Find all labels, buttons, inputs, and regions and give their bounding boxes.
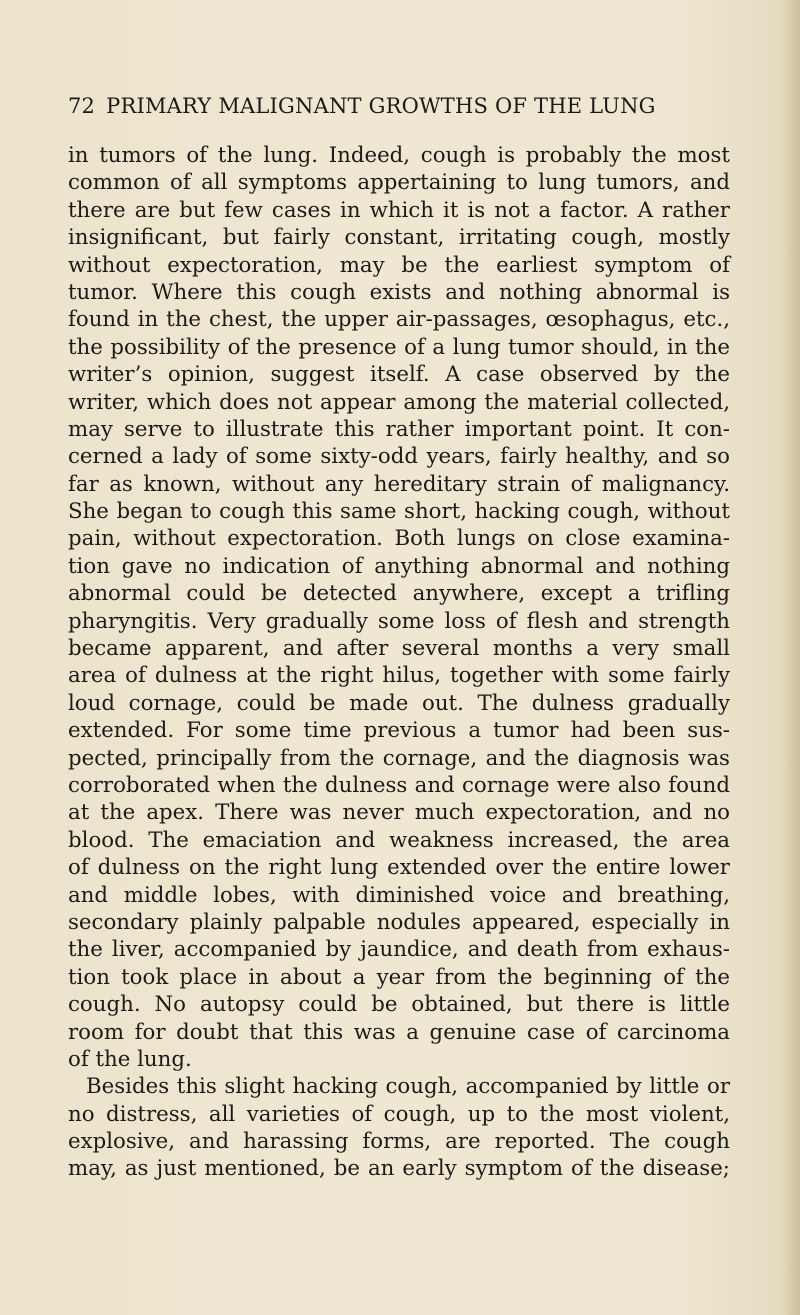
- paragraph-end-line: of the lung.: [68, 1046, 192, 1072]
- text-line: tion gave no indication of anything abnormal and nothing: [68, 553, 730, 579]
- paragraph-start-line: Besides this slight hacking cough, accompanied by little or: [86, 1074, 730, 1100]
- page-edge-shadow: [786, 0, 800, 1315]
- text-line: secondary plainly palpable nodules appeared, especially in: [68, 909, 730, 935]
- text-line: the possibility of the presence of a lung tumor should, in the: [68, 334, 730, 360]
- text-line: tion took place in about a year from the beginning of the: [68, 964, 730, 990]
- text-line: became apparent, and after several months a very small: [68, 636, 730, 662]
- text-line: corroborated when the dulness and cornage were also found: [68, 772, 730, 798]
- text-line: loud cornage, could be made out. The dulness gradually: [68, 690, 730, 716]
- text-line: blood. The emaciation and weakness increased, the area: [68, 827, 730, 853]
- text-line: may, as just mentioned, be an early symptom of the disease;: [68, 1156, 730, 1182]
- text-line: abnormal could be detected anywhere, except a trifling: [68, 581, 730, 607]
- text-line: pharyngitis. Very gradually some loss of flesh and strength: [68, 608, 730, 634]
- text-line: may serve to illustrate this rather important point. It con-: [68, 416, 730, 442]
- text-line: of dulness on the right lung extended over the entire lower: [68, 855, 730, 881]
- running-title: PRIMARY MALIGNANT GROWTHS OF THE LUNG: [106, 94, 656, 118]
- text-line: She began to cough this same short, hacking cough, without: [68, 499, 730, 525]
- text-line: area of dulness at the right hilus, together with some fairly: [68, 663, 730, 689]
- text-line: cerned a lady of some sixty-odd years, fairly healthy, and so: [68, 444, 730, 470]
- text-line: common of all symptoms appertaining to lung tumors, and: [68, 170, 730, 196]
- text-line: at the apex. There was never much expectoration, and no: [68, 800, 730, 826]
- body-text: [68, 142, 730, 1183]
- text-line: insignificant, but fairly constant, irritating cough, mostly: [68, 225, 730, 251]
- text-line: and middle lobes, with diminished voice and breathing,: [68, 882, 730, 908]
- running-header: [68, 94, 730, 118]
- text-line: no distress, all varieties of cough, up to the most violent,: [68, 1101, 730, 1127]
- text-line: found in the chest, the upper air-passages, œsophagus, etc.,: [68, 307, 730, 333]
- text-line: pected, principally from the cornage, and the diagnosis was: [68, 745, 730, 771]
- text-line: in tumors of the lung. Indeed, cough is probably the most: [68, 143, 730, 168]
- text-line: writer, which does not appear among the material collected,: [68, 389, 730, 415]
- text-line: the liver, accompanied by jaundice, and death from exhaus-: [68, 937, 730, 963]
- text-line: room for doubt that this was a genuine case of carcinoma: [68, 1019, 730, 1045]
- text-line: writer’s opinion, suggest itself. A case observed by the: [68, 362, 730, 388]
- page-number: 72: [68, 94, 96, 118]
- text-line: far as known, without any hereditary strain of malignancy.: [68, 471, 730, 497]
- text-line: there are but few cases in which it is not a factor. A rather: [68, 197, 730, 223]
- text-line: explosive, and harassing forms, are reported. The cough: [68, 1129, 730, 1155]
- text-line: cough. No autopsy could be obtained, but there is little: [68, 992, 730, 1018]
- text-line: tumor. Where this cough exists and nothing abnormal is: [68, 279, 730, 305]
- text-line: without expectoration, may be the earliest symptom of: [68, 252, 730, 278]
- text-line: pain, without expectoration. Both lungs on close examina-: [68, 526, 730, 552]
- text-line: extended. For some time previous a tumor had been sus-: [68, 718, 730, 744]
